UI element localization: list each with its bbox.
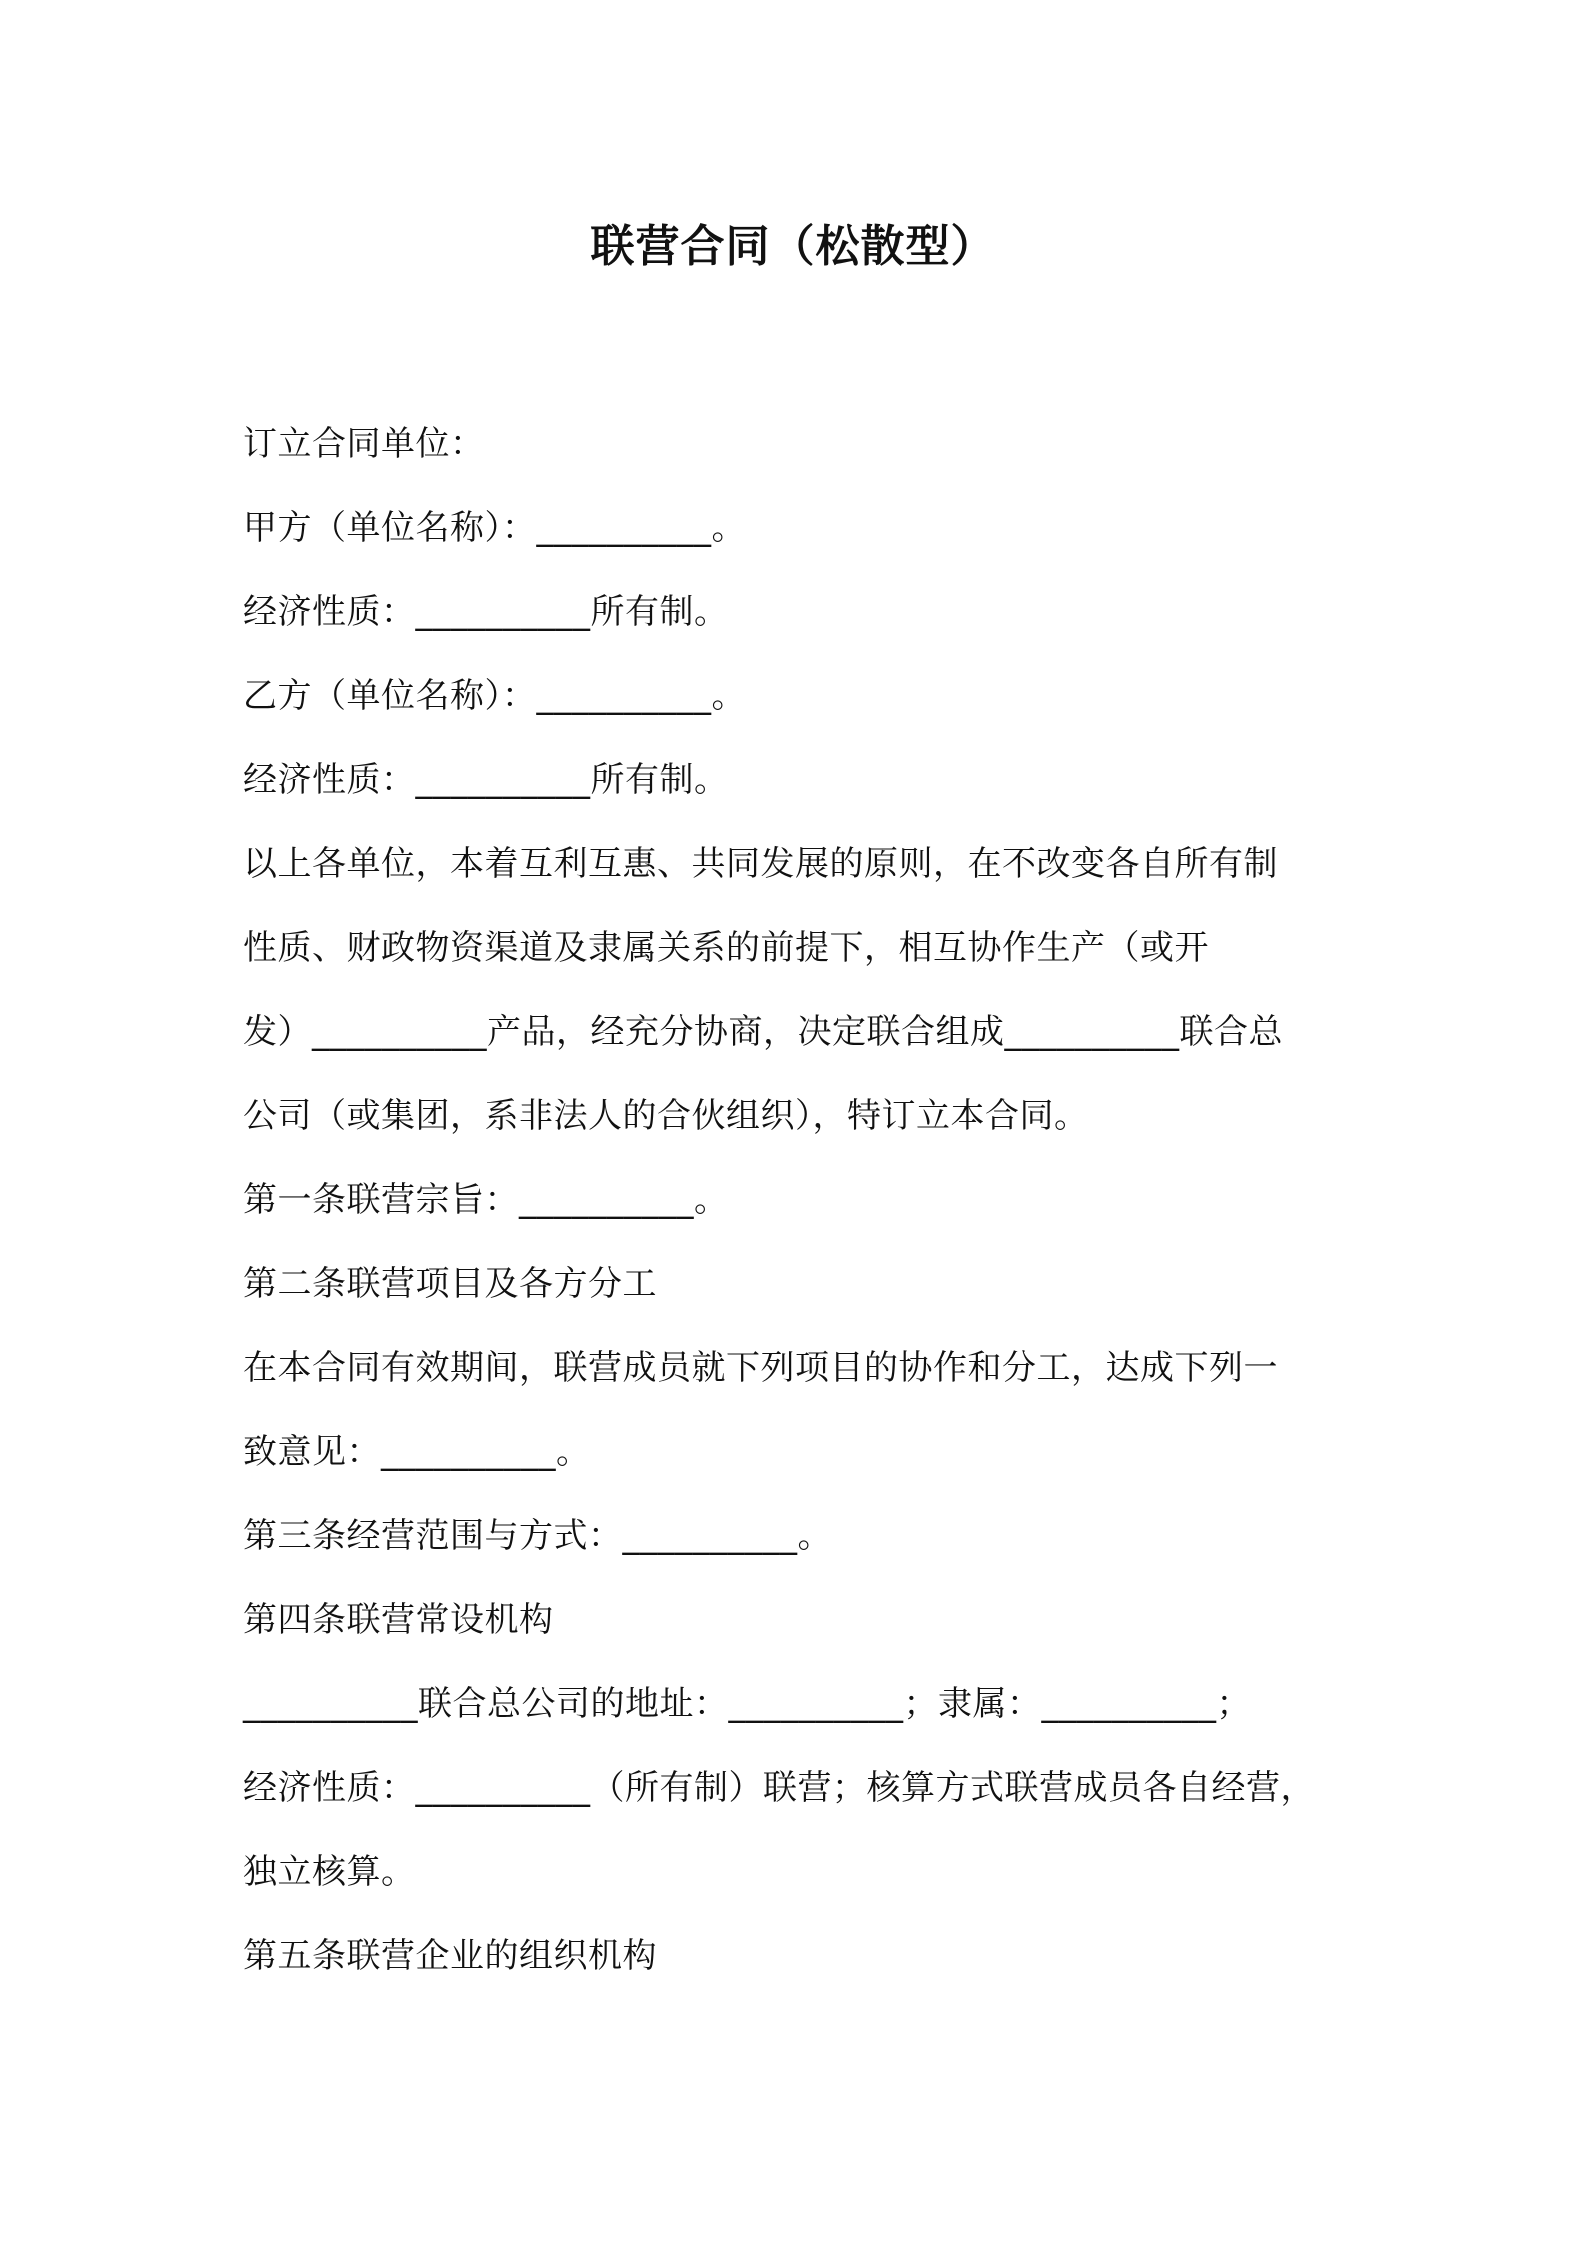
preamble-line-4: 公司（或集团，系非法人的合伙组织），特订立本合同。: [243, 1096, 1089, 1136]
article-2-heading: 第二条联营项目及各方分工: [243, 1264, 657, 1304]
article-1-purpose: 第一条联营宗旨：__________。: [243, 1180, 729, 1220]
article-4-text-line-1: __________联合总公司的地址：__________；隶属：__________；: [243, 1684, 1251, 1724]
document-body: [243, 402, 1353, 1998]
article-4-text-line-2: 经济性质：__________（所有制）联营；核算方式联营成员各自经营，: [243, 1768, 1315, 1808]
article-2-text-line-2: 致意见：__________。: [243, 1432, 591, 1472]
party-a-name-line: 甲方（单位名称）：__________。: [243, 508, 746, 548]
article-3-scope: 第三条经营范围与方式：__________。: [243, 1516, 832, 1556]
article-4-heading: 第四条联营常设机构: [243, 1600, 554, 1640]
preamble-line-3: 发）__________产品，经充分协商，决定联合组成__________联合总: [243, 1012, 1283, 1052]
article-2-text-line-1: 在本合同有效期间，联营成员就下列项目的协作和分工，达成下列一: [243, 1348, 1278, 1388]
party-b-economic-nature-line: 经济性质：__________所有制。: [243, 760, 729, 800]
party-b-name-line: 乙方（单位名称）：__________。: [243, 676, 746, 716]
contract-parties-heading: 订立合同单位：: [243, 424, 485, 464]
preamble-line-2: 性质、财政物资渠道及隶属关系的前提下，相互协作生产（或开: [243, 928, 1209, 968]
document-title: 联营合同（松散型）: [590, 221, 996, 272]
article-5-heading: 第五条联营企业的组织机构: [243, 1936, 657, 1976]
party-a-economic-nature-line: 经济性质：__________所有制。: [243, 592, 729, 632]
preamble-line-1: 以上各单位，本着互利互惠、共同发展的原则，在不改变各自所有制: [243, 844, 1278, 884]
article-4-text-line-3: 独立核算。: [243, 1852, 416, 1892]
